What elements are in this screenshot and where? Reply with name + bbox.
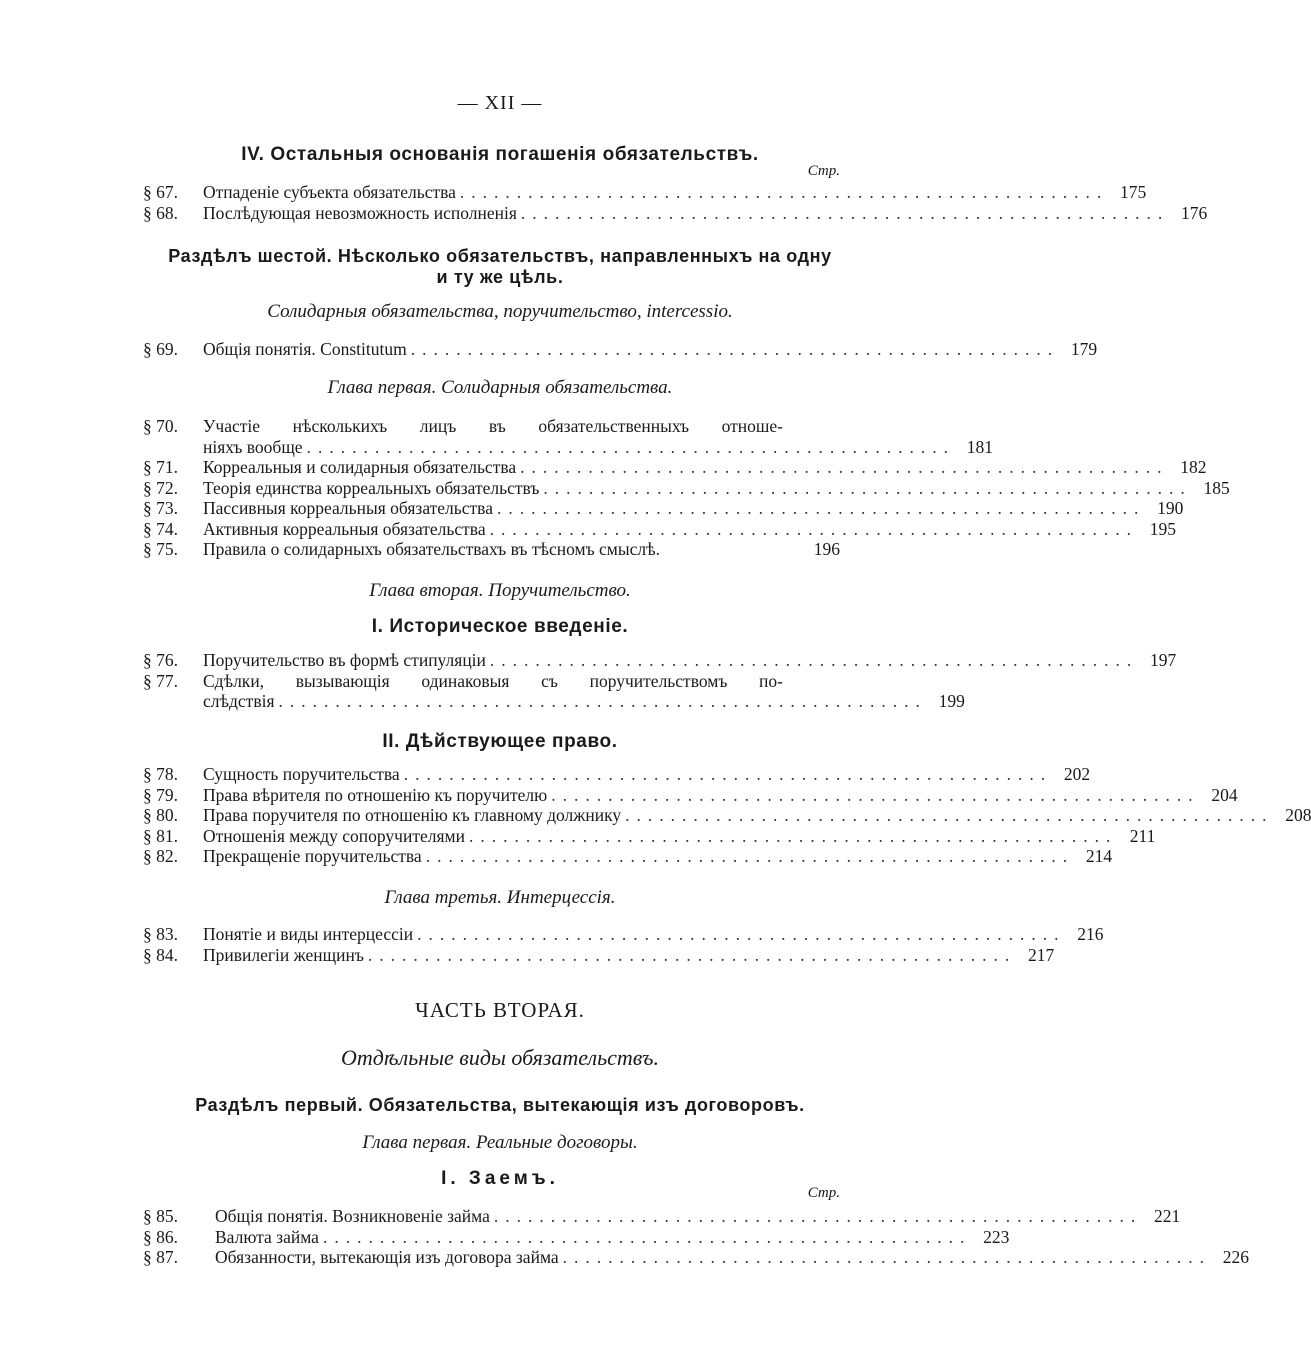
chapter-two-heading: Глава вторая. Поручительство.: [369, 580, 631, 601]
toc-page-number: 221: [1154, 1206, 1181, 1226]
toc-section-number: § 87.: [143, 1247, 178, 1267]
toc-page-number: 204: [1211, 784, 1238, 805]
toc-entry-title: Отпаденіе субъекта обязательства: [203, 182, 456, 202]
toc-list-loan: [143, 1206, 1250, 1268]
toc-entry-title: Понятіе и виды интерцессіи: [203, 924, 414, 944]
toc-entry: [143, 498, 1184, 519]
toc-entry: [143, 1247, 1250, 1268]
toc-page-number: 179: [1070, 339, 1098, 359]
current-law-heading: II. Дѣйствующее право.: [382, 731, 618, 752]
toc-section-number: § 67.: [143, 182, 178, 202]
razdel-one-heading: Раздѣлъ первый. Обязательства, вытекающія изъ договоровъ.: [195, 1095, 805, 1115]
toc-section-number: § 81.: [143, 825, 178, 846]
toc-entry: [143, 1226, 1010, 1248]
leader-dots: .........................................................: [278, 691, 927, 711]
toc-entry: [143, 202, 1208, 224]
toc-entry: [143, 825, 1156, 847]
toc-section-number: § 68.: [143, 202, 178, 223]
leader-dots: .........................................................: [496, 498, 1146, 518]
toc-page-number: 211: [1129, 825, 1156, 846]
toc-entry-title-continued: слѣдствія: [203, 691, 275, 711]
toc-section-number: § 72.: [143, 477, 178, 498]
toc-entry: [143, 539, 840, 560]
leader-dots: .........................................................: [425, 846, 1075, 866]
toc-entry: [143, 457, 1207, 478]
leader-dots: .........................................................: [493, 1206, 1143, 1226]
toc-entry-title: Права вѣрителя по отношенію къ поручителю: [203, 784, 548, 805]
toc-entry: [143, 436, 993, 458]
toc-page-number: 181: [966, 436, 993, 457]
toc-section-number: § 71.: [143, 457, 178, 477]
toc-entry: [143, 924, 1104, 945]
toc-list-69: [143, 339, 1098, 360]
chapter-three-heading: Глава третья. Интерцессія.: [384, 887, 616, 908]
toc-section-number: § 78.: [143, 764, 178, 784]
leader-dots: .........................................................: [410, 339, 1060, 359]
toc-list-current-law: [143, 764, 1311, 867]
toc-section-number: § 77.: [143, 670, 178, 691]
toc-page-number: 217: [1028, 944, 1055, 965]
toc-page-number: 199: [938, 691, 965, 711]
toc-entry-title: Отношенія между сопоручителями: [203, 825, 465, 846]
toc-entry: [143, 764, 1091, 785]
leader-dots: .........................................................: [625, 805, 1274, 825]
toc-section-number: § 76.: [143, 650, 178, 670]
page-column-label: Стр.: [807, 1185, 840, 1201]
toc-page-number: 176: [1181, 202, 1208, 223]
toc-entry-title: Корреальныя и солидарныя обязательства: [203, 457, 517, 477]
toc-entry: [143, 784, 1238, 806]
toc-section-number: § 85.: [143, 1206, 178, 1226]
toc-entry-title: Сдѣлки, вызывающія одинаковыя съ поручительствомъ по-: [203, 670, 783, 691]
toc-entry-title: Теорія единства корреальныхъ обязательствъ: [203, 477, 540, 498]
toc-section-number: § 69.: [143, 339, 178, 359]
toc-section-number: § 70.: [143, 416, 178, 436]
toc-page-number: 202: [1063, 764, 1091, 784]
leader-dots: .........................................................: [403, 764, 1053, 784]
chapter-one-heading: Глава первая. Солидарныя обязательства.: [327, 377, 673, 398]
razdel-six-subheading: Солидарныя обязательства, поручительство, intercessio.: [267, 301, 733, 322]
toc-list-iv: [143, 182, 1208, 223]
toc-entry: [143, 1206, 1181, 1227]
toc-entry-title: Общія понятія. Возникновеніе займа: [215, 1206, 490, 1226]
toc-section-number: § 79.: [143, 784, 178, 805]
leader-dots: .........................................................: [322, 1226, 972, 1247]
toc-entry-title: Права поручителя по отношенію къ главному должнику: [203, 805, 622, 825]
toc-section-number: § 86.: [143, 1226, 178, 1247]
toc-entry-title: Прекращеніе поручительства: [203, 846, 422, 866]
toc-entry-title: Сущность поручительства: [203, 764, 400, 784]
toc-entry-title: Послѣдующая невозможность исполненія: [203, 202, 517, 223]
toc-section-number: § 80.: [143, 805, 178, 825]
toc-entry-title: Правила о солидарныхъ обязательствахъ въ тѣсномъ смыслѣ.: [203, 539, 660, 559]
toc-page-number: 208: [1285, 805, 1311, 825]
toc-section-number: § 73.: [143, 498, 178, 518]
toc-list-chapter-three: [143, 924, 1104, 965]
toc-entry: [143, 944, 1055, 966]
toc-page-number: 223: [983, 1226, 1010, 1247]
leader-dots: .........................................................: [306, 436, 955, 457]
real-contracts-heading: Глава первая. Реальные договоры.: [362, 1132, 638, 1153]
page-column-label: Стр.: [807, 163, 840, 179]
razdel-six-heading-line2: и ту же цѣль.: [436, 267, 564, 287]
toc-entry-title: Валюта займа: [215, 1226, 319, 1247]
razdel-six-heading-line1: Раздѣлъ шестой. Нѣсколько обязательствъ, направленныхъ на одну: [168, 246, 832, 266]
leader-dots: .........................................................: [562, 1247, 1212, 1267]
leader-dots: .........................................................: [543, 477, 1192, 498]
toc-entry-title: Привилегіи женщинъ: [203, 944, 364, 965]
leader-dots: .........................................................: [520, 457, 1169, 477]
toc-page-number: 216: [1077, 924, 1104, 944]
historical-intro-heading: I. Историческое введеніе.: [371, 616, 629, 637]
toc-entry-title: Пассивныя корреальныя обязательства: [203, 498, 493, 518]
toc-entry: [143, 182, 1147, 203]
toc-page-number: 182: [1180, 457, 1207, 477]
toc-entry: [143, 805, 1311, 826]
toc-entry: [143, 518, 1176, 540]
loan-heading: I. Заемъ.: [441, 1168, 559, 1189]
toc-entry-title: Активныя корреальныя обязательства: [203, 518, 486, 539]
toc-entry: [143, 339, 1098, 360]
toc-page-number: 196: [813, 539, 840, 559]
toc-entry-title: Общія понятія. Constitutum: [203, 339, 407, 359]
toc-page-number: 190: [1157, 498, 1184, 518]
toc-section-number: § 74.: [143, 518, 178, 539]
toc-section-number: § 84.: [143, 944, 178, 965]
toc-page-number: 175: [1120, 182, 1147, 202]
part-two-subtitle: Отдѣльные виды обязательствъ.: [341, 1045, 659, 1070]
toc-entry-title: Обязанности, вытекающія изъ договора займа: [215, 1247, 559, 1267]
toc-entry: [143, 846, 1113, 867]
toc-page-number: 214: [1085, 846, 1113, 866]
toc-page-number: 195: [1149, 518, 1176, 539]
toc-page-number: 185: [1203, 477, 1230, 498]
toc-entry-title: Участіе нѣсколькихъ лицъ въ обязательственныхъ отноше-: [203, 416, 783, 436]
part-two-title: ЧАСТЬ ВТОРАЯ.: [415, 998, 585, 1022]
toc-page-number: 197: [1150, 650, 1177, 670]
leader-dots: .........................................................: [468, 825, 1118, 846]
toc-list-chapter-one: [143, 416, 1230, 560]
toc-section-number: § 83.: [143, 924, 178, 944]
toc-entry-first-line: [143, 416, 840, 437]
leader-dots: .........................................................: [489, 650, 1139, 670]
leader-dots: .........................................................: [489, 518, 1138, 539]
toc-entry: [143, 691, 965, 712]
toc-entry-first-line: [143, 671, 840, 692]
toc-section-number: § 75.: [143, 539, 178, 559]
toc-section-number: § 82.: [143, 846, 178, 866]
leader-dots: .........................................................: [417, 924, 1066, 944]
leader-dots: .........................................................: [367, 944, 1017, 965]
toc-entry-title-continued: ніяхъ вообще: [203, 436, 303, 457]
leader-dots: .........................................................: [459, 182, 1109, 202]
section-iv-heading: IV. Остальныя основанія погашенія обязательствъ.: [241, 144, 759, 165]
toc-page-number: 226: [1222, 1247, 1250, 1267]
toc-list-historical: [143, 650, 1177, 712]
page-number: — XII —: [457, 92, 543, 114]
toc-entry-title: Поручительство въ формѣ стипуляціи: [203, 650, 486, 670]
toc-entry: [143, 477, 1230, 499]
leader-dots: .........................................................: [520, 202, 1170, 223]
toc-entry: [143, 650, 1177, 671]
leader-dots: .........................................................: [551, 784, 1200, 805]
